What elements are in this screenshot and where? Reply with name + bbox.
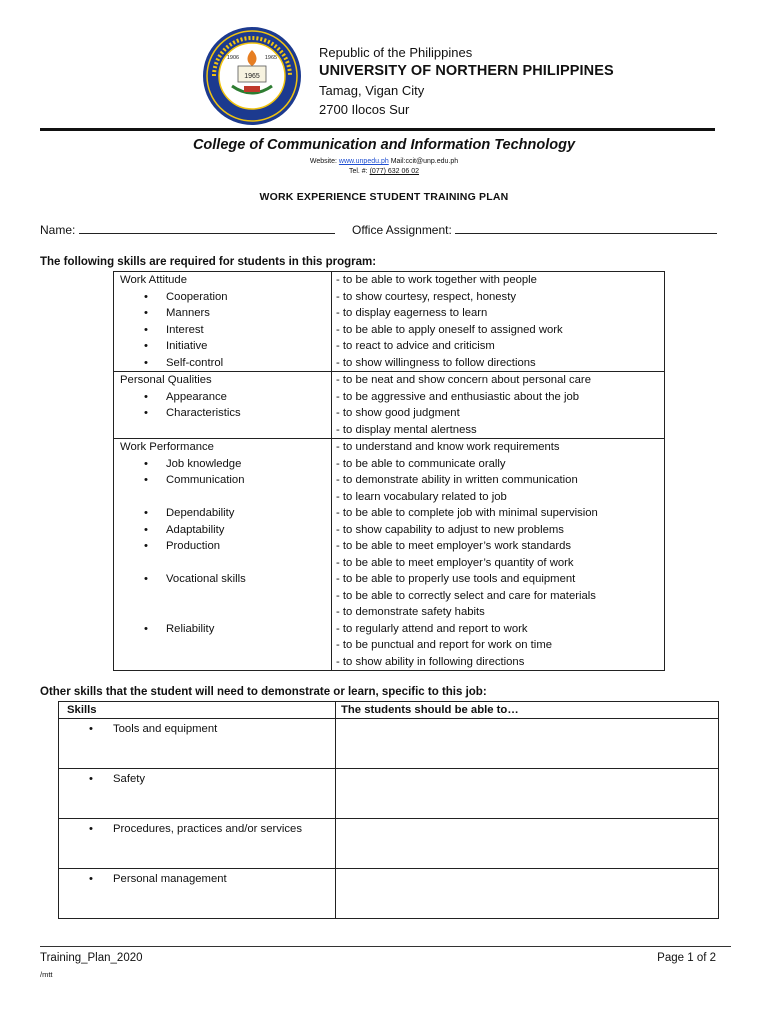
description-line: - to regularly attend and report to work: [336, 622, 528, 635]
table-row: [59, 819, 719, 869]
table-row: [59, 719, 719, 769]
category-label: Personal Qualities: [120, 374, 212, 386]
name-field-row: [40, 222, 335, 237]
table-header-row: [59, 702, 719, 719]
college-contact: [0, 157, 768, 177]
skill-item: • Initiative: [120, 338, 331, 355]
description-line: - to show good judgment: [336, 407, 460, 419]
description-line: - to be able to properly use tools and equipment: [336, 573, 576, 585]
description-line: - to be able to work together with people: [336, 274, 537, 286]
skill-item: • Interest: [120, 322, 331, 339]
website-link[interactable]: www.unpedu.ph: [338, 158, 389, 165]
description-line: - to demonstrate ability in written communication: [336, 474, 578, 486]
office-label: Office Assignment:: [352, 223, 452, 237]
seal-year-center: 1965: [244, 73, 260, 80]
university-header: [319, 43, 614, 119]
skill-item: • Job knowledge: [120, 456, 331, 473]
description-cell: [332, 272, 665, 372]
skill-item: • Production: [120, 538, 331, 555]
footer-filename: Training_Plan_2020: [40, 952, 143, 964]
skill-item: • Personal management: [67, 872, 335, 887]
university-seal: [202, 26, 302, 126]
footer-divider: [40, 946, 731, 947]
university-name: UNIVERSITY OF NORTHERN PHILIPPINES: [319, 63, 614, 79]
office-blank-line[interactable]: [455, 222, 717, 234]
able-to-cell[interactable]: [336, 719, 719, 769]
seal-year-left: 1906: [226, 55, 240, 61]
mail-label: Mail:: [390, 158, 406, 165]
skill-item: • Vocational skills: [120, 571, 331, 588]
description-line: - to display mental alertness: [336, 423, 477, 436]
skill-item: • Communication: [120, 472, 331, 489]
skill-cell: [59, 769, 336, 819]
province-line: 2700 Ilocos Sur: [319, 102, 410, 117]
tel-label: Tel. #:: [348, 168, 368, 175]
city-line: Tamag, Vigan City: [319, 83, 425, 98]
header-divider: [40, 128, 715, 131]
description-line: - to be able to apply oneself to assigned work: [336, 323, 563, 336]
table-row: [114, 439, 665, 671]
description-line: - to be able to complete job with minimal supervision: [336, 507, 598, 519]
skill-item: • Characteristics: [120, 405, 331, 422]
required-skills-table: [113, 271, 665, 671]
skill-cell: [59, 819, 336, 869]
skill-item: • Self-control: [120, 355, 331, 372]
description-line: - to show capability to adjust to new problems: [336, 523, 564, 536]
college-name: College of Communication and Information Technology: [192, 137, 576, 153]
job-specific-skills-table: [58, 701, 719, 919]
description-line: - to learn vocabulary related to job: [336, 490, 507, 503]
category-label: Work Attitude: [120, 274, 187, 286]
seal-year-right: 1965: [264, 55, 278, 61]
description-line: - to be able to meet employer’s work standards: [336, 540, 572, 552]
able-to-cell[interactable]: [336, 769, 719, 819]
skill-cell: [59, 869, 336, 919]
website-label: Website:: [309, 158, 337, 165]
description-line: - to show courtesy, respect, honesty: [336, 290, 516, 303]
description-line: - to demonstrate safety habits: [336, 606, 485, 618]
skill-item: • Safety: [67, 772, 335, 787]
description-line: - to react to advice and criticism: [336, 340, 495, 352]
skill-item: • Dependability: [120, 505, 331, 522]
skill-item: • Reliability: [120, 621, 331, 638]
tel-number: (077) 632 06 02: [369, 168, 420, 175]
table-row: [114, 372, 665, 439]
description-line: - to be able to correctly select and care for materials: [336, 589, 596, 602]
description-line: - to be punctual and report for work on time: [336, 639, 553, 651]
category-label: Work Performance: [120, 441, 214, 453]
description-line: - to show ability in following directions: [336, 655, 525, 668]
description-cell: [332, 372, 665, 439]
skills-intro: The following skills are required for students in this program:: [40, 256, 377, 268]
name-blank-line[interactable]: [79, 222, 335, 234]
category-cell: [114, 439, 332, 671]
description-cell: [332, 439, 665, 671]
description-line: - to be aggressive and enthusiastic about the job: [336, 390, 580, 403]
skill-item: • Adaptability: [120, 522, 331, 539]
name-label: Name:: [40, 223, 76, 237]
table-row: [59, 869, 719, 919]
description-line: - to understand and know work requirements: [336, 441, 560, 453]
able-to-cell[interactable]: [336, 869, 719, 919]
document-title: WORK EXPERIENCE STUDENT TRAINING PLAN: [259, 191, 509, 203]
skill-cell: [59, 719, 336, 769]
office-field-row: [352, 222, 717, 237]
country-line: Republic of the Philippines: [319, 45, 473, 60]
table-row: [59, 769, 719, 819]
description-line: - to be able to communicate orally: [336, 457, 506, 470]
skill-item: • Procedures, practices and/or services: [67, 822, 335, 837]
description-line: - to be neat and show concern about personal care: [336, 374, 591, 386]
skill-item: • Cooperation: [120, 289, 331, 306]
description-line: - to be able to meet employer’s quantity of work: [336, 556, 574, 569]
description-line: - to show willingness to follow directions: [336, 356, 536, 369]
skill-item: • Manners: [120, 305, 331, 322]
mail-address: ccit@unp.edu.ph: [405, 158, 459, 165]
table-row: [114, 272, 665, 372]
column-header-able-to: The students should be able to…: [336, 702, 719, 719]
skill-item: • Tools and equipment: [67, 722, 335, 737]
description-line: - to display eagerness to learn: [336, 307, 488, 319]
footer-page-number: Page 1 of 2: [657, 952, 716, 964]
skill-item: • Appearance: [120, 389, 331, 406]
category-cell: [114, 372, 332, 439]
category-cell: [114, 272, 332, 372]
footer-initials: /mtt: [40, 970, 53, 979]
able-to-cell[interactable]: [336, 819, 719, 869]
other-skills-intro: Other skills that the student will need to demonstrate or learn, specific to this job:: [40, 686, 487, 698]
column-header-skills: Skills: [59, 702, 336, 719]
